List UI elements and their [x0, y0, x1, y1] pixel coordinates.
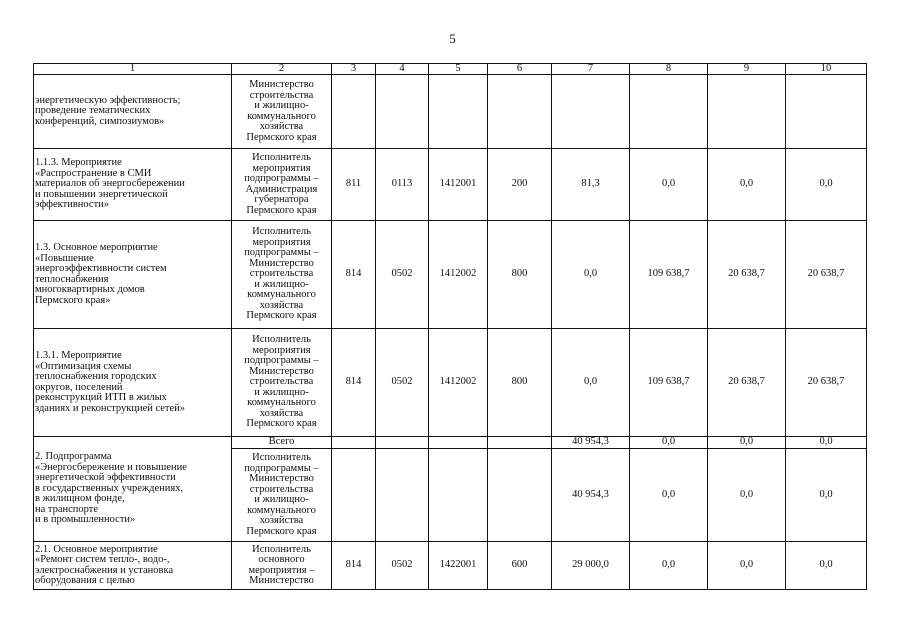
value-cell: [786, 75, 867, 149]
value-cell: [488, 449, 552, 542]
value-cell: 0,0: [708, 437, 786, 449]
value-cell: 1412001: [429, 149, 488, 221]
value-cell: [708, 75, 786, 149]
value-cell: 800: [488, 329, 552, 437]
value-cell: [429, 449, 488, 542]
value-cell: 20 638,7: [786, 329, 867, 437]
value-cell: [376, 75, 429, 149]
value-cell: [332, 437, 376, 449]
activity-description: энергетическую эффективность; проведение тематических конференций, симпозиумов»: [34, 75, 232, 149]
table-row: [34, 149, 867, 221]
activity-description: 1.3. Основное мероприятие «Повышение энергоэффективности систем теплоснабжения многоквартирных домов Пермского края»: [34, 221, 232, 329]
value-cell: 109 638,7: [630, 221, 708, 329]
budget-table: [33, 63, 867, 590]
value-cell: 811: [332, 149, 376, 221]
value-cell: [332, 75, 376, 149]
value-cell: [429, 437, 488, 449]
value-cell: [332, 449, 376, 542]
value-cell: 0502: [376, 221, 429, 329]
value-cell: 0,0: [786, 449, 867, 542]
value-cell: 40 954,3: [552, 449, 630, 542]
value-cell: 0,0: [552, 221, 630, 329]
value-cell: 20 638,7: [708, 221, 786, 329]
table-row: [34, 75, 867, 149]
column-header: 9: [708, 64, 786, 75]
value-cell: 0,0: [552, 329, 630, 437]
executor-cell: Исполнитель мероприятия подпрограммы – Министерство строительства и жилищно- коммунального хозяйства Пермского края: [232, 329, 332, 437]
value-cell: [552, 75, 630, 149]
activity-description: 2. Подпрограмма «Энергосбережение и повышение энергетической эффективности в государственных учреждениях, в жилищном фонде, на транспорте и в промышленности»: [34, 437, 232, 542]
activity-description: 1.3.1. Мероприятие «Оптимизация схемы теплоснабжения городских округов, поселений реконструкций ИТП в жилых зданиях и реконструкцией сетей»: [34, 329, 232, 437]
value-cell: 0,0: [630, 542, 708, 590]
value-cell: 1412002: [429, 329, 488, 437]
executor-cell: Министерство строительства и жилищно- коммунального хозяйства Пермского края: [232, 75, 332, 149]
value-cell: 0,0: [708, 449, 786, 542]
value-cell: 109 638,7: [630, 329, 708, 437]
value-cell: 40 954,3: [552, 437, 630, 449]
column-header: 3: [332, 64, 376, 75]
value-cell: [488, 437, 552, 449]
column-header: 8: [630, 64, 708, 75]
executor-cell: Исполнитель мероприятия подпрограммы – Министерство строительства и жилищно- коммунального хозяйства Пермского края: [232, 221, 332, 329]
column-header-row: [34, 64, 867, 75]
value-cell: 0502: [376, 329, 429, 437]
value-cell: [429, 75, 488, 149]
value-cell: 0,0: [786, 542, 867, 590]
activity-description: 1.1.3. Мероприятие «Распространение в СМИ материалов об энергосбережении и повышении энергетической эффективности»: [34, 149, 232, 221]
page-number: 5: [449, 31, 456, 46]
value-cell: 0,0: [630, 437, 708, 449]
value-cell: 600: [488, 542, 552, 590]
executor-cell: Исполнитель основного мероприятия – Министерство: [232, 542, 332, 590]
value-cell: 0502: [376, 542, 429, 590]
activity-description: 2.1. Основное мероприятие «Ремонт систем тепло-, водо-, электроснабжения и установка оборудования с целью: [34, 542, 232, 590]
column-header: 1: [34, 64, 232, 75]
table-row: [34, 221, 867, 329]
value-cell: 20 638,7: [708, 329, 786, 437]
value-cell: [630, 75, 708, 149]
value-cell: 0,0: [630, 449, 708, 542]
executor-cell: Исполнитель подпрограммы – Министерство строительства и жилищно- коммунального хозяйства Пермского края: [232, 449, 332, 542]
total-label: Всего: [232, 437, 332, 449]
value-cell: 814: [332, 329, 376, 437]
executor-cell: Исполнитель мероприятия подпрограммы – Администрация губернатора Пермского края: [232, 149, 332, 221]
value-cell: [376, 437, 429, 449]
value-cell: 1412002: [429, 221, 488, 329]
value-cell: 0,0: [786, 437, 867, 449]
column-header: 10: [786, 64, 867, 75]
value-cell: 814: [332, 221, 376, 329]
value-cell: 200: [488, 149, 552, 221]
value-cell: [376, 449, 429, 542]
value-cell: 81,3: [552, 149, 630, 221]
value-cell: 0,0: [708, 542, 786, 590]
value-cell: 0,0: [630, 149, 708, 221]
column-header: 5: [429, 64, 488, 75]
value-cell: 0113: [376, 149, 429, 221]
table-row: [34, 437, 867, 449]
column-header: 4: [376, 64, 429, 75]
value-cell: [488, 75, 552, 149]
value-cell: 20 638,7: [786, 221, 867, 329]
value-cell: 0,0: [786, 149, 867, 221]
table-row: [34, 542, 867, 590]
column-header: 7: [552, 64, 630, 75]
column-header: 6: [488, 64, 552, 75]
value-cell: 29 000,0: [552, 542, 630, 590]
value-cell: 0,0: [708, 149, 786, 221]
table-body: [34, 75, 867, 590]
column-header: 2: [232, 64, 332, 75]
value-cell: 814: [332, 542, 376, 590]
value-cell: 800: [488, 221, 552, 329]
table-row: [34, 329, 867, 437]
value-cell: 1422001: [429, 542, 488, 590]
